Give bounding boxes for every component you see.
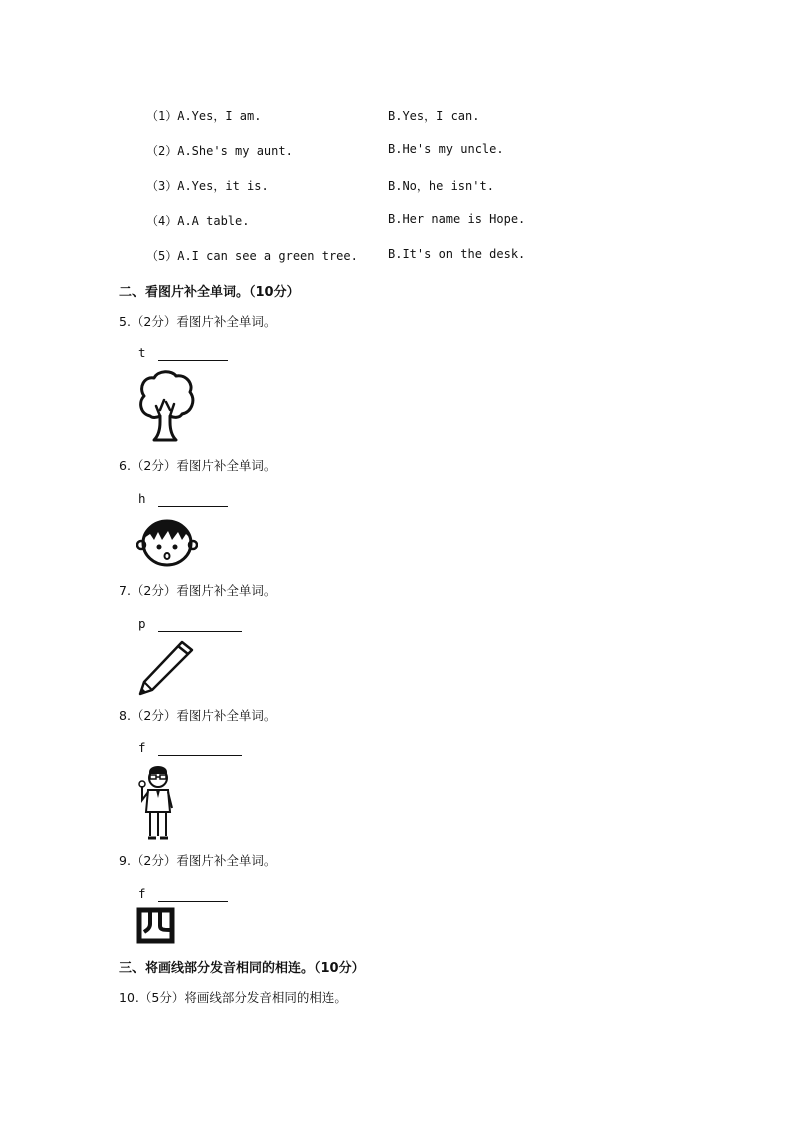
section-2-title: 二、看图片补全单词。（10分） — [119, 285, 300, 300]
father-icon — [136, 762, 180, 846]
option-4-b: B.Her name is Hope. — [388, 212, 526, 226]
option-row-3 — [0, 177, 793, 197]
question-8-blank[interactable] — [158, 742, 242, 756]
question-5-letter: t — [138, 345, 146, 360]
question-9-label: 9.（2分）看图片补全单词。 — [119, 853, 277, 868]
option-1-a: （1）A.Yes，I am. — [146, 109, 262, 123]
question-9-letter: f — [138, 886, 146, 901]
option-5-b: B.It's on the desk. — [388, 247, 526, 261]
question-6-label: 6.（2分）看图片补全单词。 — [119, 458, 277, 473]
question-10-label: 10.（5分）将画线部分发音相同的相连。 — [119, 990, 347, 1005]
option-2-a: （2）A.She's my aunt. — [146, 144, 293, 158]
question-5-label: 5.（2分）看图片补全单词。 — [119, 314, 277, 329]
question-9-answer — [138, 883, 228, 902]
tree-icon — [136, 370, 196, 448]
question-6-blank[interactable] — [158, 493, 228, 507]
question-6-answer — [138, 488, 228, 507]
question-8-letter: f — [138, 740, 146, 755]
option-row-4 — [0, 212, 793, 232]
option-row-2 — [0, 142, 793, 162]
question-5-answer — [138, 342, 228, 361]
question-8-answer — [138, 737, 242, 756]
question-8-label: 8.（2分）看图片补全单词。 — [119, 708, 277, 723]
question-7-blank[interactable] — [158, 618, 242, 632]
question-7-label: 7.（2分）看图片补全单词。 — [119, 583, 277, 598]
option-5-a: （5）A.I can see a green tree. — [146, 249, 358, 263]
option-4-a: （4）A.A table. — [146, 214, 250, 228]
pencil-icon — [136, 638, 198, 702]
question-9-blank[interactable] — [158, 888, 228, 902]
option-row-5 — [0, 247, 793, 267]
head-icon — [136, 516, 198, 572]
question-7-answer — [138, 613, 242, 632]
option-3-a: （3）A.Yes，it is. — [146, 179, 269, 193]
option-3-b: B.No，he isn't. — [388, 179, 494, 193]
option-1-b: B.Yes，I can. — [388, 109, 480, 123]
four-character-icon — [136, 906, 176, 948]
option-2-b: B.He's my uncle. — [388, 142, 504, 156]
option-row-1 — [0, 107, 793, 127]
question-7-letter: p — [138, 616, 146, 631]
section-3-title: 三、将画线部分发音相同的相连。（10分） — [119, 961, 365, 976]
question-5-blank[interactable] — [158, 347, 228, 361]
question-6-letter: h — [138, 491, 146, 506]
